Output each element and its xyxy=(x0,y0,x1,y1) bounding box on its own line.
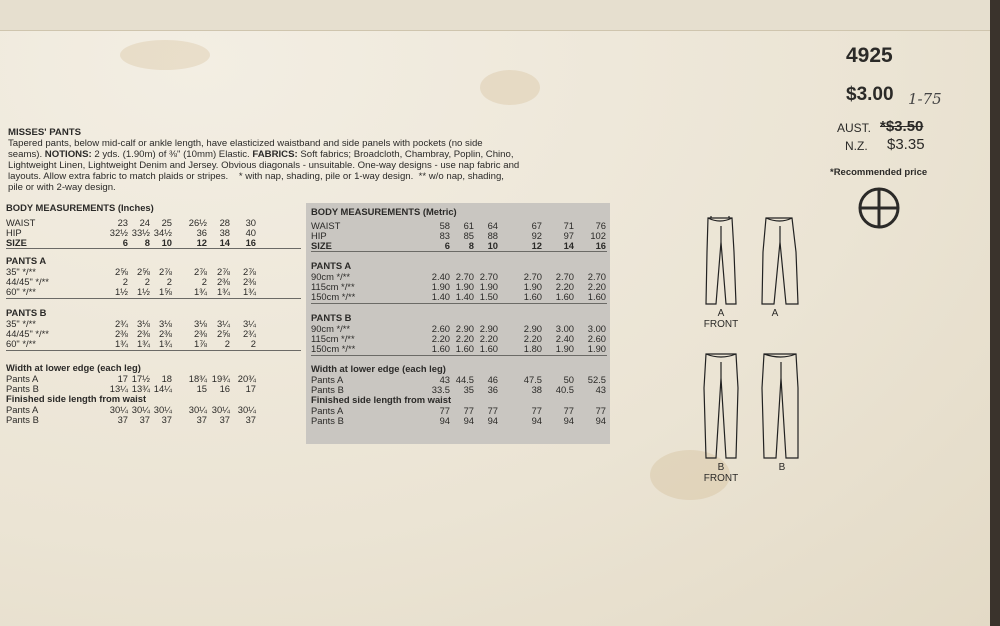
measure-value: 37 xyxy=(196,414,207,425)
measure-value: 94 xyxy=(595,415,606,426)
yardage-value: 2.20 xyxy=(455,333,474,344)
fabric-width-label: 35" */** xyxy=(6,318,36,329)
measure-value: 77 xyxy=(563,405,574,416)
yardage-value: 2 xyxy=(224,338,230,349)
size-value: 12 xyxy=(196,237,207,248)
measure-value: 19¾ xyxy=(211,373,230,384)
yardage-value: 1.90 xyxy=(479,281,498,292)
yardage-value: 2.70 xyxy=(587,271,606,282)
fabric-width-label: 150cm */** xyxy=(311,291,356,302)
yardage-value: 1.90 xyxy=(431,281,450,292)
measure-value: 52.5 xyxy=(587,374,606,385)
measure-value: 20¾ xyxy=(237,373,256,384)
width-b-label: Pants B xyxy=(6,383,39,394)
waist-value: 25 xyxy=(161,217,172,228)
pants-b-back-drawing xyxy=(762,354,798,458)
size-value: 16 xyxy=(595,240,606,251)
yardage-value: 1.40 xyxy=(431,291,450,302)
measure-value: 43 xyxy=(439,374,450,385)
yardage-value: 1.80 xyxy=(523,343,542,354)
fabric-width-label: 90cm */** xyxy=(311,271,351,282)
size-value: 10 xyxy=(487,240,498,251)
measure-value: 16 xyxy=(219,383,230,394)
fig-label-b-back: B xyxy=(778,462,786,473)
waist-value: 30 xyxy=(245,217,256,228)
yardage-value: 2.60 xyxy=(587,333,606,344)
yardage-value: 2.70 xyxy=(455,271,474,282)
measure-value: 15 xyxy=(196,383,207,394)
fig-label-a-front: A FRONT xyxy=(703,308,739,330)
handwritten-price: 1-75 xyxy=(908,90,942,108)
yardage-value: 2.60 xyxy=(431,323,450,334)
yardage-value: 1⅞ xyxy=(193,338,207,349)
yardage-value: 2.20 xyxy=(587,281,606,292)
fabric-width-label: 60" */** xyxy=(6,338,36,349)
waist-value: 28 xyxy=(219,217,230,228)
fabric-width-label: 90cm */** xyxy=(311,323,351,334)
yardage-value: 2⅜ xyxy=(136,328,150,339)
yardage-value: 1.90 xyxy=(587,343,606,354)
yardage-value: 2⅝ xyxy=(136,266,150,277)
fabric-width-label: 115cm */** xyxy=(311,281,355,292)
measure-value: 37 xyxy=(139,414,150,425)
measure-value: 47.5 xyxy=(523,374,542,385)
scan-edge xyxy=(990,0,1000,626)
yardage-value: 2⅞ xyxy=(193,266,207,277)
measure-value: 37 xyxy=(219,414,230,425)
yardage-value: 1.60 xyxy=(479,343,498,354)
pattern-number: 4925 xyxy=(846,44,893,67)
yardage-value: 1⅝ xyxy=(158,286,172,297)
measure-value: 40.5 xyxy=(555,384,574,395)
yardage-value: 2.20 xyxy=(431,333,450,344)
measure-value: 30¼ xyxy=(131,404,150,415)
yardage-value: 1.90 xyxy=(523,281,542,292)
yardage-value: 1¾ xyxy=(136,338,150,349)
size-label: SIZE xyxy=(6,237,27,248)
yardage-value: 2.70 xyxy=(479,271,498,282)
yardage-value: 3¼ xyxy=(216,318,230,329)
size-value: 10 xyxy=(161,237,172,248)
measure-value: 13¼ xyxy=(109,383,128,394)
size-value: 14 xyxy=(563,240,574,251)
yardage-value: 2.40 xyxy=(431,271,450,282)
yardage-value: 1½ xyxy=(136,286,150,297)
measure-value: 94 xyxy=(463,415,474,426)
yardage-value: 2⅜ xyxy=(242,276,256,287)
waist-value: 26½ xyxy=(188,217,207,228)
waist-value: 76 xyxy=(595,220,606,231)
pants-b-front-drawing xyxy=(704,354,738,458)
waist-value: 23 xyxy=(117,217,128,228)
size-label: SIZE xyxy=(311,240,332,251)
yardage-value: 3⅛ xyxy=(193,318,207,329)
yardage-value: 1.90 xyxy=(455,281,474,292)
yardage-value: 1.60 xyxy=(523,291,542,302)
measure-value: 30¼ xyxy=(211,404,230,415)
yardage-value: 3.00 xyxy=(555,323,574,334)
stain xyxy=(480,70,540,105)
fabric-width-label: 44/45" */** xyxy=(6,276,49,287)
measure-value: 13¾ xyxy=(131,383,150,394)
measure-value: 37 xyxy=(117,414,128,425)
waist-value: 58 xyxy=(439,220,450,231)
pants-b-heading: PANTS B xyxy=(6,307,47,318)
length-b-label: Pants B xyxy=(311,415,344,426)
yardage-value: 2 xyxy=(250,338,256,349)
fig-label-b-front: B FRONT xyxy=(703,462,739,484)
measure-value: 77 xyxy=(595,405,606,416)
fabric-width-label: 60" */** xyxy=(6,286,36,297)
yardage-value: 2⅝ xyxy=(216,328,230,339)
measure-value: 33.5 xyxy=(431,384,450,395)
hip-value: 38 xyxy=(219,227,230,238)
measure-value: 30¼ xyxy=(188,404,207,415)
yardage-value: 1.60 xyxy=(455,343,474,354)
waist-value: 64 xyxy=(487,220,498,231)
measure-value: 50 xyxy=(563,374,574,385)
measure-value: 18¾ xyxy=(188,373,207,384)
yardage-value: 2⅞ xyxy=(158,266,172,277)
yardage-value: 1.60 xyxy=(587,291,606,302)
yardage-value: 2 xyxy=(201,276,207,287)
description-line: layouts. Allow extra fabric to match plaids or stripes. * with nap, shading, pile or 1-way design. ** w/o nap, shading, xyxy=(8,171,504,182)
measure-value: 37 xyxy=(245,414,256,425)
stain xyxy=(120,40,210,70)
yardage-value: 2⅜ xyxy=(193,328,207,339)
measure-value: 94 xyxy=(487,415,498,426)
hip-value: 92 xyxy=(531,230,542,241)
measure-value: 94 xyxy=(531,415,542,426)
size-value: 6 xyxy=(122,237,128,248)
length-heading: Finished side length from waist xyxy=(6,393,147,404)
width-a-label: Pants A xyxy=(311,374,344,385)
measure-value: 30¼ xyxy=(153,404,172,415)
table-heading: BODY MEASUREMENTS (Metric) xyxy=(311,206,457,217)
yardage-value: 1¾ xyxy=(158,338,172,349)
yardage-value: 1.50 xyxy=(479,291,498,302)
measure-value: 77 xyxy=(463,405,474,416)
yardage-value: 2.70 xyxy=(555,271,574,282)
table-heading: BODY MEASUREMENTS (Inches) xyxy=(6,202,154,213)
notions-line: seams). NOTIONS: 2 yds. (1.90m) of ⅜" (10mm) Elastic. FABRICS: Soft fabrics; Broadcloth, Chambray, Poplin, Chino, xyxy=(8,149,514,160)
measure-value: 17 xyxy=(245,383,256,394)
measure-value: 43 xyxy=(595,384,606,395)
fabric-width-label: 115cm */** xyxy=(311,333,355,344)
yardage-value: 2⅞ xyxy=(216,266,230,277)
yardage-value: 2.40 xyxy=(555,333,574,344)
pants-b-illustrations xyxy=(700,348,820,464)
price: $3.00 xyxy=(846,84,894,105)
table-rule xyxy=(6,248,301,249)
length-b-label: Pants B xyxy=(6,414,39,425)
size-value: 16 xyxy=(245,237,256,248)
nz-price: $3.35 xyxy=(887,136,925,153)
yardage-value: 2¾ xyxy=(114,318,128,329)
yardage-value: 2⅜ xyxy=(216,276,230,287)
measure-value: 14¼ xyxy=(153,383,172,394)
hip-label: HIP xyxy=(311,230,327,241)
hip-value: 85 xyxy=(463,230,474,241)
waist-value: 61 xyxy=(463,220,474,231)
fabric-width-label: 44/45" */** xyxy=(6,328,49,339)
size-value: 8 xyxy=(468,240,474,251)
hip-value: 33½ xyxy=(131,227,150,238)
hip-label: HIP xyxy=(6,227,22,238)
measure-value: 44.5 xyxy=(455,374,474,385)
yardage-value: 1¾ xyxy=(114,338,128,349)
table-rule xyxy=(311,251,607,252)
hip-value: 83 xyxy=(439,230,450,241)
description-line: Lightweight Linen, Lightweight Denim and Jersey. Obvious diagonals - unsuitable. One-way designs - use nap fabric and xyxy=(8,160,520,171)
measure-value: 77 xyxy=(487,405,498,416)
pattern-title: MISSES' PANTS xyxy=(8,127,82,138)
pants-a-heading: PANTS A xyxy=(6,255,47,266)
yardage-value: 1.40 xyxy=(455,291,474,302)
width-heading: Width at lower edge (each leg) xyxy=(6,362,141,373)
yardage-value: 2⅜ xyxy=(114,328,128,339)
measure-value: 46 xyxy=(487,374,498,385)
yardage-value: 1¾ xyxy=(193,286,207,297)
yardage-value: 2⅞ xyxy=(242,266,256,277)
yardage-value: 2.90 xyxy=(479,323,498,334)
fabric-width-label: 35" */** xyxy=(6,266,36,277)
length-a-label: Pants A xyxy=(311,405,344,416)
yardage-value: 2 xyxy=(122,276,128,287)
table-rule xyxy=(311,355,607,356)
yardage-value: 2¾ xyxy=(242,328,256,339)
yardage-value: 2⅜ xyxy=(158,328,172,339)
pants-b-heading: PANTS B xyxy=(311,312,352,323)
waist-value: 24 xyxy=(139,217,150,228)
hip-value: 102 xyxy=(590,230,606,241)
waist-value: 67 xyxy=(531,220,542,231)
waist-label: WAIST xyxy=(6,217,36,228)
yardage-value: 2.20 xyxy=(523,333,542,344)
yardage-value: 1¾ xyxy=(242,286,256,297)
pants-a-front-drawing xyxy=(706,216,736,304)
measure-value: 18 xyxy=(161,373,172,384)
yardage-value: 2 xyxy=(144,276,150,287)
hip-value: 36 xyxy=(196,227,207,238)
size-value: 6 xyxy=(444,240,450,251)
measure-value: 17 xyxy=(117,373,128,384)
size-value: 14 xyxy=(219,237,230,248)
yardage-value: 3¼ xyxy=(242,318,256,329)
length-heading: Finished side length from waist xyxy=(311,394,452,405)
measure-value: 77 xyxy=(439,405,450,416)
width-a-label: Pants A xyxy=(6,373,39,384)
yardage-value: 1.90 xyxy=(555,343,574,354)
pants-a-heading: PANTS A xyxy=(311,260,352,271)
aust-price: *$3.50 xyxy=(880,118,924,135)
measure-value: 30¼ xyxy=(109,404,128,415)
yardage-value: 1½ xyxy=(114,286,128,297)
yardage-value: 1¾ xyxy=(216,286,230,297)
hip-value: 40 xyxy=(245,227,256,238)
yardage-value: 3⅛ xyxy=(158,318,172,329)
yardage-value: 3⅛ xyxy=(136,318,150,329)
fig-label-a-back: A xyxy=(771,308,779,319)
recommended-note: *Recommended price xyxy=(830,167,928,178)
measure-value: 30¼ xyxy=(237,404,256,415)
yardage-value: 1.60 xyxy=(431,343,450,354)
aust-label: AUST. xyxy=(837,121,872,135)
measure-value: 37 xyxy=(161,414,172,425)
size-value: 12 xyxy=(531,240,542,251)
measure-value: 36 xyxy=(487,384,498,395)
description-line: Tapered pants, below mid-calf or ankle length, have elasticized waistband and side panels with pockets (no side xyxy=(8,138,483,149)
measure-value: 94 xyxy=(439,415,450,426)
yardage-value: 2.20 xyxy=(479,333,498,344)
waist-label: WAIST xyxy=(311,220,341,231)
pants-a-illustrations xyxy=(700,212,820,312)
hip-value: 32½ xyxy=(109,227,128,238)
yardage-value: 3.00 xyxy=(587,323,606,334)
table-rule xyxy=(6,298,301,299)
crosshair-logo xyxy=(857,186,901,230)
envelope-flap xyxy=(0,0,1000,31)
width-heading: Width at lower edge (each leg) xyxy=(311,363,446,374)
width-b-label: Pants B xyxy=(311,384,344,395)
measure-value: 35 xyxy=(463,384,474,395)
yardage-value: 2.70 xyxy=(523,271,542,282)
measure-value: 77 xyxy=(531,405,542,416)
yardage-value: 1.60 xyxy=(555,291,574,302)
table-rule xyxy=(6,350,301,351)
measure-value: 38 xyxy=(531,384,542,395)
yardage-value: 2⅝ xyxy=(114,266,128,277)
pants-a-back-drawing xyxy=(762,218,798,304)
yardage-value: 2.90 xyxy=(523,323,542,334)
yardage-value: 2.20 xyxy=(555,281,574,292)
hip-value: 34½ xyxy=(153,227,172,238)
hip-value: 97 xyxy=(563,230,574,241)
yardage-value: 2.90 xyxy=(455,323,474,334)
description-line: pile or with 2-way design. xyxy=(8,182,116,193)
fabric-width-label: 150cm */** xyxy=(311,343,356,354)
measure-value: 17½ xyxy=(131,373,150,384)
yardage-value: 2 xyxy=(166,276,172,287)
size-value: 8 xyxy=(144,237,150,248)
table-rule xyxy=(311,303,607,304)
hip-value: 88 xyxy=(487,230,498,241)
length-a-label: Pants A xyxy=(6,404,39,415)
waist-value: 71 xyxy=(563,220,574,231)
nz-label: N.Z. xyxy=(845,139,868,153)
measure-value: 94 xyxy=(563,415,574,426)
